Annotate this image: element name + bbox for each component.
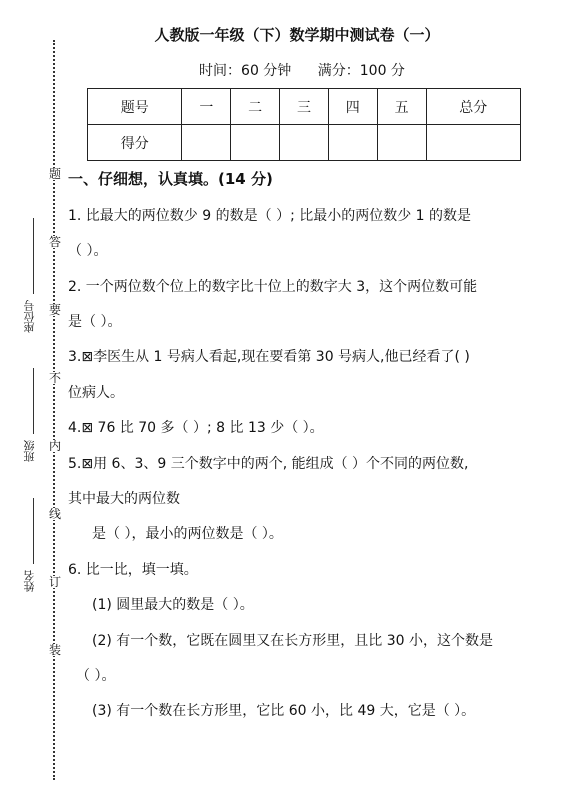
class-blank[interactable] — [33, 368, 34, 434]
score-cell: 题号 — [88, 89, 182, 125]
question-line: 4.⊠ 76 比 70 多（ ）; 8 比 13 少（ ）。 — [68, 420, 324, 436]
binding-char: 答 — [49, 235, 62, 249]
question-line: 是（ ），最小的两位数是（ ）。 — [92, 526, 283, 542]
question-line: （ ）。 — [68, 243, 108, 259]
binding-char: 不 — [49, 371, 62, 385]
question-line: 5.⊠用 6、3、9 三个数字中的两个, 能组成（ ）个不同的两位数, — [68, 456, 469, 472]
question-line: 是（ ）。 — [68, 314, 122, 330]
name-blank[interactable] — [33, 498, 34, 564]
score-blank-cell[interactable] — [280, 125, 329, 161]
question-line: 6. 比一比，填一填。 — [68, 562, 198, 578]
name-label: 姓名 — [23, 570, 36, 592]
class-label: 班级 — [23, 440, 36, 462]
score-cell: 得分 — [88, 125, 182, 161]
score-cell: 四 — [328, 89, 377, 125]
binding-char: 装 — [49, 643, 62, 657]
score-blank-cell[interactable] — [231, 125, 280, 161]
score-cell: 二 — [231, 89, 280, 125]
score-blank-cell[interactable] — [377, 125, 426, 161]
binding-char: 订 — [49, 575, 62, 589]
score-table — [87, 88, 521, 161]
seat-number-label: 座位号 — [23, 300, 36, 333]
score-table-score-row — [88, 125, 521, 161]
question-line: 1. 比最大的两位数少 9 的数是（ ）; 比最小的两位数少 1 的数是 — [68, 208, 472, 224]
score-blank-cell[interactable] — [426, 125, 520, 161]
seat-number-blank[interactable] — [33, 218, 34, 294]
full-marks: 满分：100 分 — [317, 63, 405, 79]
time-limit: 时间：60 分钟 — [199, 63, 292, 79]
score-blank-cell[interactable] — [328, 125, 377, 161]
page-title: 人教版一年级（下）数学期中测试卷（一） — [154, 26, 440, 44]
question-line: 2. 一个两位数个位上的数字比十位上的数字大 3，这个两位数可能 — [68, 279, 478, 295]
score-cell: 一 — [182, 89, 231, 125]
question-line: 3.⊠李医生从 1 号病人看起,现在要看第 30 号病人,他已经看了( ) — [68, 349, 470, 365]
binding-char: 题 — [49, 167, 62, 181]
score-cell: 总分 — [426, 89, 520, 125]
binding-dotted-line — [53, 40, 55, 780]
score-blank-cell[interactable] — [182, 125, 231, 161]
score-cell: 五 — [377, 89, 426, 125]
score-table-header-row — [88, 89, 521, 125]
binding-char: 内 — [49, 439, 62, 453]
question-line: (2) 有一个数，它既在圆里又在长方形里，且比 30 小，这个数是 — [92, 633, 493, 649]
section-1-heading: 一、仔细想，认真填。(14 分) — [68, 170, 273, 188]
exam-meta — [0, 60, 564, 80]
binding-char: 线 — [49, 507, 62, 521]
question-line: 其中最大的两位数 — [68, 491, 180, 507]
score-cell: 三 — [280, 89, 329, 125]
question-line: 位病人。 — [68, 385, 124, 401]
question-line: (1) 圆里最大的数是（ ）。 — [92, 597, 254, 613]
question-line: (3) 有一个数在长方形里，它比 60 小，比 49 大，它是（ ）。 — [92, 703, 476, 719]
question-line: （ ）。 — [76, 668, 116, 684]
binding-char: 要 — [49, 303, 62, 317]
